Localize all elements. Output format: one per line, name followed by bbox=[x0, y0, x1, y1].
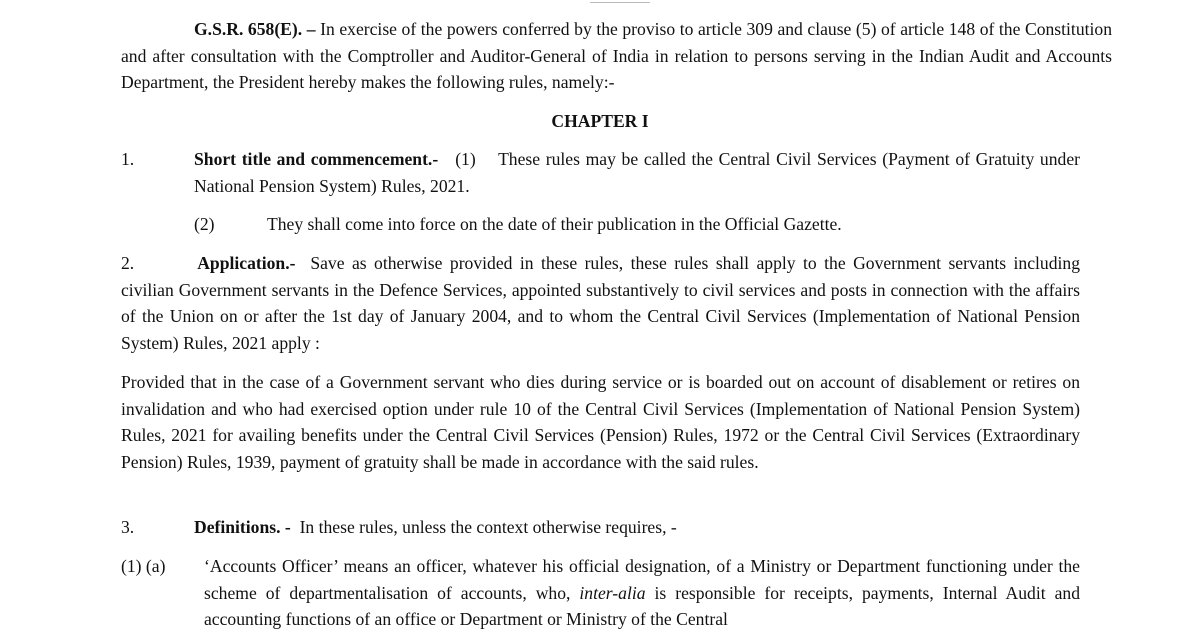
rule-3-text: In these rules, unless the context otherwise requires, - bbox=[299, 517, 677, 537]
rule-1-subrule-1 bbox=[194, 146, 1080, 199]
definition-label: (1) (a) bbox=[121, 556, 166, 576]
gsr-text: In exercise of the powers conferred by the proviso to article 309 and clause (5) of article 148 of the Constitution and after consultation with the Comptroller and Auditor-General of India in relation to persons serving in the Indian Audit and Accounts Department, the President hereby makes the following rules, namely:- bbox=[121, 19, 1112, 92]
rule-3-intro bbox=[194, 514, 1080, 541]
rule-1-sub1-text: These rules may be called the Central Civil Services (Payment of Gratuity under National Pension System) Rules, 2021. bbox=[194, 149, 1080, 196]
rule-3-heading: Definitions. - bbox=[194, 517, 291, 537]
rule-1-sub2-label: (2) bbox=[194, 214, 215, 234]
top-page-fragment bbox=[590, 0, 650, 3]
rule-2-number: 2. bbox=[121, 253, 135, 273]
chapter-title: CHAPTER I bbox=[551, 111, 649, 131]
definition-text-start: ‘Accounts Officer’ means an officer, whatever his official designation, of a Ministry or Department functioning under the scheme of departmentalisation of accounts, who, bbox=[204, 556, 1080, 603]
rule-1-number: 1. bbox=[121, 149, 135, 169]
definition-text-italic: inter-alia bbox=[579, 582, 646, 603]
rule-1-sub2-text: They shall come into force on the date of their publication in the Official Gazette. bbox=[267, 214, 842, 234]
definition-accounts-officer bbox=[204, 553, 1080, 633]
gsr-label: G.S.R. 658(E). – bbox=[194, 19, 316, 39]
rule-2-paragraph bbox=[121, 250, 1080, 356]
rule-3-number: 3. bbox=[121, 517, 135, 537]
rule-2-text: Save as otherwise provided in these rules, these rules shall apply to the Government servants including civilian Government servants in the Defence Services, appointed substantively to civil services and posts in connection with the affairs of the Union on or after the 1st day of January 2004, and to whom the Central Civil Services (Implementation of National Pension System) Rules, 2021 apply : bbox=[121, 253, 1080, 353]
rule-1-heading: Short title and commencement.- bbox=[194, 149, 439, 169]
definition-text-end: is responsible for receipts, payments, Internal Audit and accounting functions of an office or Department or Ministry of the Central bbox=[204, 582, 1080, 629]
rule-2-proviso: Provided that in the case of a Government servant who dies during service or is boarded out on account of disablement or retires on invalidation and who had exercised option under rule 10 of the Central Civil Services (Implementation of National Pension System) Rules, 2021 for availing benefits under the Central Civil Services (Pension) Rules, 1972 or the Central Civil Services (Extraordinary Pension) Rules, 1939, payment of gratuity shall be made in accordance with the said rules. bbox=[121, 372, 1080, 472]
rule-2-heading: Application.- bbox=[197, 253, 296, 273]
gsr-preamble bbox=[121, 16, 1112, 96]
rule-1-sub1-label: (1) bbox=[455, 149, 476, 169]
